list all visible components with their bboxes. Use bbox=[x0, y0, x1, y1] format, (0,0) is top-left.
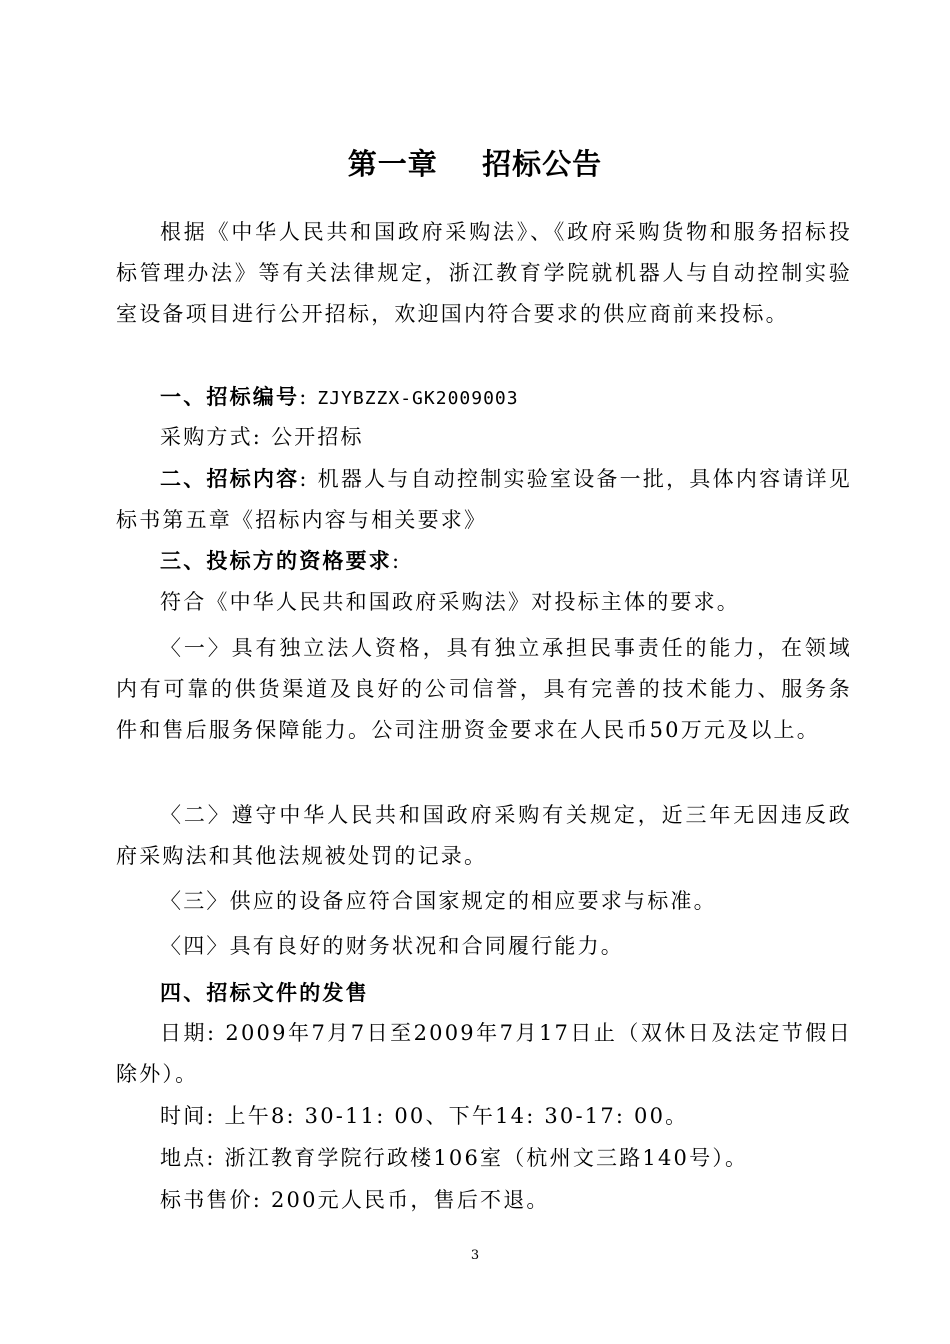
document-price: 标书售价: 200元人民币，售后不退。 bbox=[160, 1188, 550, 1212]
section-3-heading: 三、投标方的资格要求 bbox=[160, 548, 392, 573]
section-1-heading: 一、招标编号 bbox=[160, 384, 300, 409]
section-2-heading: 二、招标内容 bbox=[160, 466, 300, 491]
section-2-separator: : bbox=[299, 467, 318, 491]
requirement-2: 〈二〉遵守中华人民共和国政府采购有关规定，近三年无因违反政府采购法和其他法规被处罚的记录。 bbox=[116, 803, 852, 868]
section-3-separator: : bbox=[392, 549, 402, 573]
section-3-intro: 符合《中华人民共和国政府采购法》对投标主体的要求。 bbox=[160, 590, 740, 614]
section-3-qualifications bbox=[116, 540, 852, 582]
sale-place: 地点: 浙江教育学院行政楼106室（杭州文三路140号）。 bbox=[160, 1146, 749, 1170]
bid-number-value: ZJYBZZX-GK2009003 bbox=[317, 388, 519, 409]
section-4-heading: 四、招标文件的发售 bbox=[160, 980, 369, 1005]
section-2-value: 机器人与自动控制实验室设备一批，具体内容请详见标书第五章《招标内容与相关要求》 bbox=[116, 467, 852, 532]
section-2-bid-content bbox=[116, 458, 852, 541]
sale-time: 时间: 上午8: 30-11: 00、下午14: 30-17: 00。 bbox=[160, 1104, 689, 1128]
requirement-1: 〈一〉具有独立法人资格，具有独立承担民事责任的能力，在领域内有可靠的供货渠道及良好的公司信誉，具有完善的技术能力、服务条件和售后服务保障能力。公司注册资金要求在人民币50万元及以上。 bbox=[116, 636, 852, 742]
intro-paragraph: 根据《中华人民共和国政府采购法》、《政府采购货物和服务招标投标管理办法》等有关法律规定，浙江教育学院就机器人与自动控制实验室设备项目进行公开招标，欢迎国内符合要求的供应商前来投标。 bbox=[116, 220, 852, 326]
sale-date: 日期: 2009年7月7日至2009年7月17日止（双休日及法定节假日除外）。 bbox=[116, 1021, 852, 1086]
page-number: 3 bbox=[470, 1248, 480, 1263]
requirement-4: 〈四〉具有良好的财务状况和合同履行能力。 bbox=[160, 934, 624, 958]
requirement-3: 〈三〉供应的设备应符合国家规定的相应要求与标准。 bbox=[160, 889, 717, 913]
section-1-bid-number bbox=[116, 376, 852, 419]
procurement-method: 采购方式: 公开招标 bbox=[160, 425, 364, 449]
chapter-title: 第一章 招标公告 bbox=[347, 147, 603, 181]
section-1-separator: : bbox=[299, 385, 318, 409]
